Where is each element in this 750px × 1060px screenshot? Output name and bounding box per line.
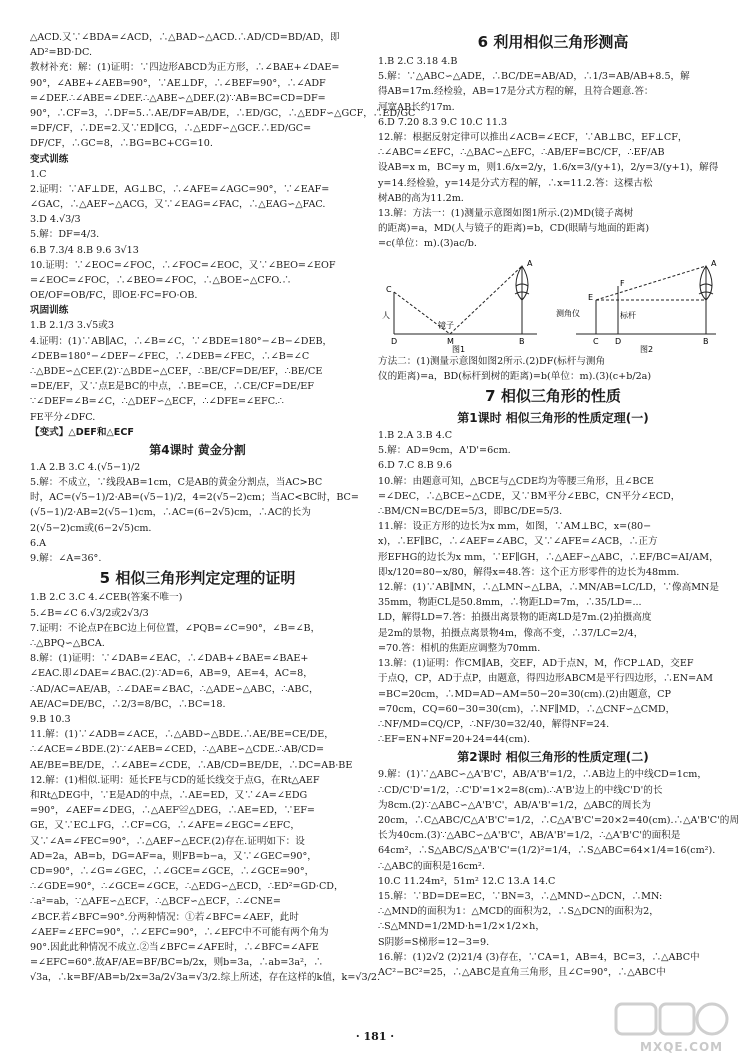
text-line: 仪的距离)=a，BD(标杆到树的距离)=b(单位：m).(3)(c+b/2a) [378, 370, 652, 382]
text-line: ∴△BPQ∽△BCA. [30, 637, 105, 649]
text-line: 6.D 7.C 8.B 9.6 [378, 460, 452, 472]
text-line: 树AB的高为11.2m. [378, 192, 464, 204]
text-line: 10.解：由题意可知，△BCE与△CDE均为等腰三角形，且∠BCE [378, 475, 654, 487]
text-line: (√5−1)/2·AB=2(√5−1)cm，∴AC=(6−2√5)cm，∴AC的长为 [30, 507, 311, 519]
answer-block-6 [378, 54, 728, 206]
text-line: 得AB=17m.经检验，AB=17是分式方程的解，且符合题意.答： [378, 86, 654, 98]
text-line: AD=2a，AB=b，DG=AF=a，则FB=b−a，又∵∠GEC=90°， [30, 850, 317, 862]
text-line: 90°.因此此种情况不成立.②当∠BFC=∠AFE时，∴∠BFC=∠AFE [30, 941, 319, 953]
text-line: 12.解：(1)相似.证明：延长FE与CD的延长线交于点G，在Rt△AEF [30, 774, 320, 786]
figure-1-mirror-method [382, 256, 547, 352]
answer-block-9 [378, 428, 728, 747]
page-number: · 181 · [355, 1030, 395, 1043]
answer-block-10 [378, 767, 739, 980]
answer-block-3 [30, 318, 365, 424]
subheading-variants: 变式训练 [30, 153, 69, 165]
text-line: 方法二：(1)测量示意图如图2所示.(2)DF(标杆与测角 [378, 355, 606, 367]
text-line: 形EFHG的边长为x mm，∵EF∥GH，∴△AEF∽△ABC，∴EF/BC=AI/AM， [378, 551, 719, 563]
text-line: 的距离)=a，MD(人与镜子的距离)=b，CD(眼睛与地面的距离) [378, 223, 650, 235]
text-line: 1.B 2.1/3 3.√5或3 [30, 320, 114, 332]
subheading-consolidation: 巩固训练 [30, 305, 69, 317]
text-line: 5.解：DF=4/3. [30, 229, 100, 241]
text-line: 13.解：(1)证明：作CM∥AB，交EF，AD于点N，M，作CP⊥AD，交EF [378, 658, 694, 670]
text-line: 12.解：根据反射定律可以推出∠ACB=∠ECF，∵AB⊥BC，EF⊥CF， [378, 132, 688, 144]
fig1-label-b: B [519, 336, 525, 346]
section-7-title: 7 相似三角形的性质 [485, 387, 621, 406]
text-line: 2.证明：∵AF⊥DE，AG⊥BC，∴∠AFE=∠AGC=90°，∵∠EAF= [30, 183, 330, 195]
lesson-1-title: 第1课时 相似三角形的性质定理(一) [457, 411, 649, 426]
section-6-title: 6 利用相似三角形测高 [477, 33, 629, 51]
fig2-label-f: F [620, 278, 625, 288]
text-line: FE平分∠DFC. [30, 411, 96, 423]
text-line: 90°，∴CF=3，∴DF=5.∴AE/DF=AB/DE，∴ED/GC，∴△EDF∽△GCF，∴ED/GC [30, 108, 416, 120]
text-line: =70cm，CQ=60−30=30(cm)，∴NF∥MD，∴△CNF∽△CMD， [378, 703, 676, 715]
text-line: ∴S△MND=1/2MD·h=1/2×1/2×h， [378, 921, 545, 933]
fig2-label-e: E [588, 292, 594, 302]
text-line: 4.证明：(1)∵AB∥AC，∴∠B=∠C，∵∠BDE=180°−∠B−∠DEB， [30, 335, 333, 347]
text-line: y=14.经检验，y=14是分式方程的解，∴x=11.2.答：这棵古松 [378, 177, 653, 189]
text-line: 9.B 10.3 [30, 713, 71, 725]
text-line: 11.解：(1)∵∠ADB=∠ACE，∴△ABD∽△BDE.∴AE/BE=CE/DE， [30, 729, 334, 741]
text-line: S阴影=S梯形=12−3=9. [378, 936, 490, 948]
text-line: 11.解：设正方形的边长为x mm，如图，∵AM⊥BC，x=(80− [378, 521, 652, 533]
text-line: AC²−BC²=25，∴△ABC是直角三角形，且∠C=90°，∴△ABC中 [378, 966, 666, 978]
text-line: ∴△MND的面积为1：△MCD的面积为2，∴S△DCN的面积为2， [378, 906, 659, 918]
answer-block-4 [30, 460, 365, 566]
text-line: 又∵∠A=∠FEC=90°，∴△AEF∽△ECF.(2)存在.证明如下：设 [30, 835, 305, 847]
fig2-label-c: C [593, 336, 599, 346]
fig2-label-d: D [615, 336, 622, 346]
text-line: 1.B 2.C 3.C 4.∠CEB(答案不唯一) [30, 592, 183, 604]
text-line: ∴CD/C'D'=1/2，∴C'D'=1×2=8(cm).∴A'B'边上的中线C'D'的长 [378, 784, 663, 796]
text-line: ∠AEF=∠EFC=90°，∴∠EFC=90°，∴∠EFC中不可能有两个角为 [30, 926, 329, 938]
figure-2-pole-method [556, 256, 726, 352]
text-line: 河宽AB长约17m. [378, 101, 455, 113]
right-column [378, 30, 739, 980]
text-line: 教材补充：解：(1)证明：∵四边形ABCD为正方形，∴∠BAE+∠DAE= [30, 62, 340, 74]
text-line: 8.解：(1)证明：∵∠DAB=∠EAC，∴∠DAB+∠BAE=∠BAE+ [30, 653, 309, 665]
fig2-label-a: A [711, 258, 717, 268]
text-line: 6.D 7.20 8.3 9.C 10.C 11.3 [378, 116, 508, 128]
text-line: 和Rt△DEG中，∵E是AD的中点，∴AE=ED，又∵∠A=∠EDG [30, 789, 308, 801]
text-line: ∴EF=EN+NF=20+24=44(cm). [378, 734, 531, 746]
text-line: 2(√5−2)cm或(6−2√5)cm. [30, 522, 152, 534]
text-line: 6.B 7.3/4 8.B 9.6 3√13 [30, 244, 139, 256]
text-line: ∴BM/CN=BC/DE=5/3，即BC/DE=5/3. [378, 506, 563, 518]
text-line: LD，解得LD=7.答：拍摄出离景物的距离LD是7m.(2)拍摄高度 [378, 612, 652, 624]
text-line: ∴a²=ab，∵△AFE∽△ECF，∴△BCF∽△ECF，∴∠CNE= [30, 896, 281, 908]
text-line: ∠EAC.即∠DAE=∠BAC.(2)∵AD=6，AB=9，AE=4，AC=8， [30, 668, 313, 680]
text-line: 1.B 2.C 3.18 4.B [378, 56, 458, 67]
fig1-label-mirror: 镜子 [438, 320, 454, 330]
text-line: 即x/120=80−x/80，解得x=48.答：这个正方形零件的边长为48mm. [378, 566, 680, 578]
text-line: =∠DEF.∴∠ABE=∠DEF.∴△ABE∽△DEF.(2)∵AB=BC=CD=DF= [30, 92, 326, 104]
text-line: 3.D 4.√3/3 [30, 214, 81, 226]
text-line: 长为40cm.(3)∵△ABC∽△A'B'C'，AB/A'B'=1/2，∴△A'B'C'的面积是 [378, 830, 681, 842]
text-line: ∴NF/MD=CQ/CP，∴NF/30=32/40，解得NF=24. [378, 718, 610, 730]
text-line: 9.解：∠A=36°. [30, 553, 102, 565]
text-line: ∵∠DEF=∠B=∠C，∴△DEF∽△ECF，∴∠DFE=∠EFC.∴ [30, 396, 284, 408]
text-line: 1.A 2.B 3.C 4.(√5−1)/2 [30, 461, 141, 473]
text-line: √3a，∴k=BF/AB=b/2x=3a/2√3a=√3/2.综上所述，存在这样的k值，k=√3/2. [30, 972, 380, 984]
text-line: =∠EFC=60°.故AF/AE=BF/BC=b/2x，则b=3a，∴ab=3a²，∴ [30, 957, 324, 969]
text-line: 于点Q，CP，AD于点P，由题意，得四边形ABCM是平行四边形，∴EN=AM [378, 673, 713, 685]
lesson-4-title: 第4课时 黄金分割 [149, 442, 246, 457]
fig1-label-m: M [447, 336, 454, 346]
fig2-label-b: B [703, 336, 709, 346]
text-line: ∴∠ACE=∠BDE.(2)∵∠AEB=∠CED，∴△ABE∽△CDE.∴AB/CD= [30, 744, 325, 756]
text-line: ∠GAC，∴△AEF∽△ACG，又∵∠EAG=∠FAC，∴△EAG∽△FAC. [30, 199, 326, 211]
text-line: 1.B 2.A 3.B 4.C [378, 430, 453, 442]
text-line: 64cm²，∴S△ABC/S△A'B'C'=(1/2)²=1/4，∴S△ABC=64×1/4=16(cm²). [378, 845, 716, 857]
text-line: 5.解：AD=9cm，A'D'=6cm. [378, 445, 511, 457]
answer-block-5 [30, 590, 380, 985]
answer-block-2 [30, 167, 365, 304]
text-line: 是2m的景物，拍摄点离景物4m，像高不变，∴37/LC=2/4， [378, 627, 644, 639]
text-line: △ACD.又∵∠BDA=∠ACD，∴△BAD∽△ACD.∴AD/CD=BD/AD，即 [30, 32, 340, 43]
text-line: =90°，∠AEF=∠DEG，∴△AEF≌△DEG，∴AE=ED，∵EF= [30, 805, 315, 817]
text-line: ∴△BDE∽△CEF.(2)∵△BDE∽△CEF，∴BE/CF=DE/EF，∴BE/CE [30, 366, 323, 378]
figure-1-caption: 图1 [452, 344, 466, 354]
text-line: AE/BE=BE/DE，∴∠ABE=∠CDE，∴AB/CD=BE/DE，∴DC=AB·BE [30, 759, 353, 771]
text-line: 10.C 11.24m²，51m² 12.C 13.A 14.C [378, 875, 556, 887]
text-line: ∴∠GDE=90°，∴∠GCE=∠GCE，∴△EDG∽△ECD，∴ED²=GD·CD， [30, 881, 344, 893]
text-line: 90°，∠ABE+∠AEB=90°，∵AE⊥DF，∴∠BEF=90°，∴∠ADF [30, 77, 326, 89]
text-line: 13.解：方法一：(1)测量示意图如图1所示.(2)MD(镜子离树 [378, 208, 634, 220]
fig1-label-d: D [391, 336, 398, 346]
text-line: 6.A [30, 537, 47, 549]
text-line: =BC=20cm，∴MD=AD−AM=50−20=30(cm).(2)由题意，CP [378, 688, 671, 700]
text-line: =70.答：相机的焦距应调整为70mm. [378, 642, 541, 654]
text-line: ∠DEB=180°−∠DEF−∠FEC，∴∠DEB=∠FEC，∴∠B=∠C [30, 350, 310, 362]
variant-line: 【变式】△DEF和△ECF [30, 426, 134, 438]
figure-2-caption: 图2 [640, 344, 654, 354]
text-line: =DE/EF，又∵点E是BC的中点，∴BE=CE，∴CE/CF=DE/EF [30, 381, 314, 393]
text-line: 35mm，物距CL是50.8mm，∴物距LD=7m，∴35/LD=... [378, 597, 642, 609]
watermark-text: MXQE.COM [640, 1040, 724, 1054]
text-line: OE/OF=OB/FC，即OE·FC=FO·OB. [30, 290, 198, 302]
measurement-figures [378, 256, 728, 352]
text-line: x)，∴EF∥BC，∴∠AEF=∠ABC，又∵∠AFE=∠ACB，∴正方 [378, 536, 658, 548]
fig1-label-a: A [527, 258, 533, 268]
text-line: 15.解：∵BD=DE=EC，∵BN=3，∴△MND∽△DCN，∴MN: [378, 890, 663, 902]
text-line: 12.解：(1)∵AB∥MN，∴△LMN∽△LBA，∴MN/AB=LC/LD，∵像高MN是 [378, 582, 720, 594]
text-line: 5.∠B=∠C 6.√3/2或2√3/3 [30, 607, 149, 619]
text-line: 5.解：不成立，∵线段AB=1cm，C是AB的黄金分割点，当AC>BC [30, 477, 323, 489]
text-line: 9.解：(1)∵△ABC∽△A'B'C'，AB/A'B'=1/2，∴AB边上的中线CD=1cm， [378, 769, 707, 781]
text-line: =∠DEC，∴△BCE∽△CDE，又∵BM平分∠EBC，CN平分∠ECD， [378, 490, 681, 502]
lesson-2-title: 第2课时 相似三角形的性质定理(二) [457, 750, 649, 765]
fig2-label-theodolite: 测角仪 [556, 308, 580, 318]
text-line: 设AB=x m，BC=y m，则1.6/x=2/y，1.6/x=3/(y+1)，2/y=3/(y+1)，解得 [378, 162, 719, 174]
answer-block-1 [30, 30, 416, 152]
text-line: ∴AD/AC=AE/AB，∴∠DAE=∠BAC，∴△ADE∽△ABC，∴ABC， [30, 683, 319, 695]
text-line: CD=90°，∴∠G=∠GEC，∴∠GCE=∠GCE，∴∠GCE=90°， [30, 865, 315, 877]
answer-block-8 [378, 354, 728, 384]
text-line: 为8cm.(2)∵△ABC∽△A'B'C'，AB/A'B'=1/2，△ABC的周长为 [378, 799, 651, 811]
text-line: 7.证明：不论点P在BC边上何位置，∠PQB=∠C=90°，∠B=∠B， [30, 622, 321, 634]
text-line: 5.解：∵△ABC∽△ADE，∴BC/DE=AB/AD，∴1/3=AB/AB+8.5，解 [378, 71, 690, 83]
text-line: DF/CF，∴GC=8，∴BG=BC+CG=10. [30, 138, 213, 150]
text-line: AD²=BD·DC. [30, 47, 93, 59]
fig2-label-pole: 标杆 [620, 310, 636, 320]
text-line: 1.C [30, 168, 47, 180]
text-line: 20cm，∴C△ABC/C△A'B'C'=1/2，∴C△A'B'C'=20×2=40(cm).∴△A'B'C'的周 [378, 814, 739, 826]
text-line: =∠EOC=∠FOC，∴∠BEO=∠FOC，∴△BOE∽△CFO.∴ [30, 275, 292, 287]
text-line: =DF/CF，∴DE=2.又∵ED∥CG，∴△EDF∽△GCF.∴ED/GC= [30, 123, 312, 135]
text-line: ∴△ABC的面积是16cm². [378, 860, 485, 872]
text-line: =c(单位：m).(3)ac/b. [378, 238, 477, 250]
text-line: 16.解：(1)2√2 (2)21/4 (3)存在，∵CA=1，AB=4，BC=3，∴△ABC中 [378, 951, 700, 963]
fig1-label-c: C [386, 284, 392, 294]
text-line: ∴∠ABC=∠EFC，∴△BAC∽△EFC，∴AB/EF=BC/CF，∴EF/AB [378, 147, 665, 159]
text-line: 10.证明：∵∠EOC=∠FOC，∴∠FOC=∠EOC，又∵∠BEO=∠EOF [30, 259, 336, 271]
answer-block-7 [378, 206, 728, 252]
fig1-label-person: 人 [382, 310, 390, 320]
text-line: ∠BCF.若∠BFC=90°.分两种情况：①若∠BFC=∠AEF，此时 [30, 911, 299, 923]
text-line: AE/AC=DE/BC，∴2/3=8/BC，∴BC=18. [30, 698, 226, 710]
text-line: GE，又∵EC⊥FG，∴CF=CG，∴∠AFE=∠EGC=∠EFC， [30, 820, 300, 832]
section-5-title: 5 相似三角形判定定理的证明 [99, 569, 296, 588]
text-line: 时，AC=(√5−1)/2·AB=(√5−1)/2，4=2(√5−2)cm；当AC<BC时，BC= [30, 492, 359, 504]
